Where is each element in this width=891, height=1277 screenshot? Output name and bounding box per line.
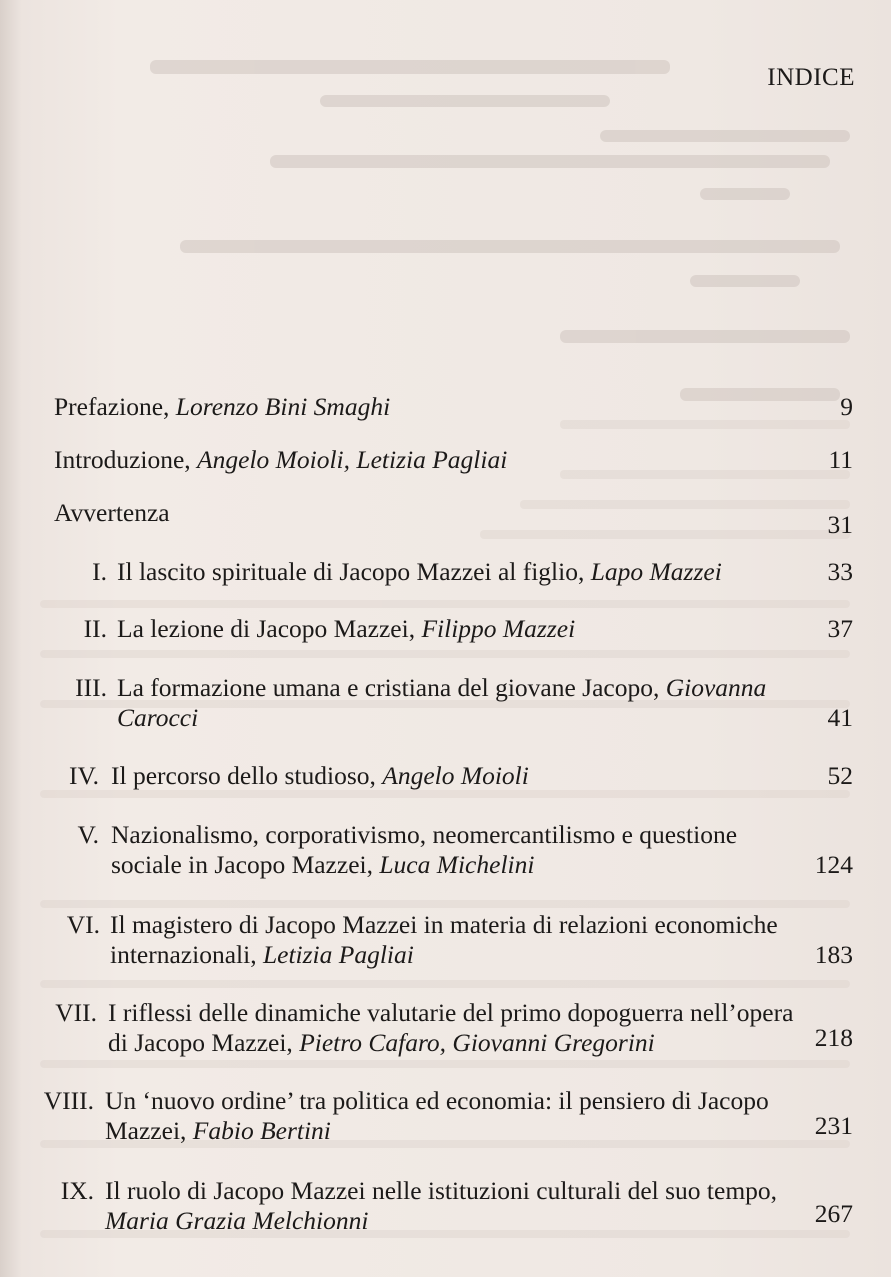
- entry-text: [117, 673, 785, 733]
- entry-title: Avvertenza: [54, 498, 170, 527]
- entry-author: Angelo Moioli: [382, 761, 529, 790]
- entry-title: Il magistero di Jacopo Mazzei in materia di relazioni economiche internazionali,: [110, 910, 778, 969]
- entry-title: Il lascito spirituale di Jacopo Mazzei al figlio,: [117, 557, 585, 586]
- entry-text: [111, 761, 751, 791]
- entry-author: Angelo Moioli, Letizia Pagliai: [197, 445, 508, 474]
- entry-title: La lezione di Jacopo Mazzei,: [117, 614, 416, 643]
- page-number: 231: [814, 1111, 853, 1140]
- page-number: 52: [827, 761, 853, 790]
- page-number: 33: [827, 557, 853, 586]
- chapter-number: I.: [92, 557, 107, 586]
- chapter-number: VIII.: [43, 1086, 94, 1115]
- entry-title: Introduzione,: [54, 445, 191, 474]
- entry-text: [54, 498, 454, 528]
- entry-title: Prefazione,: [54, 392, 170, 421]
- page-number: 11: [828, 445, 853, 474]
- page-title: INDICE: [767, 64, 855, 91]
- entry-title: Il percorso dello studioso,: [111, 761, 376, 790]
- chapter-number: VI.: [66, 910, 100, 939]
- chapter-number: III.: [75, 673, 107, 702]
- entry-author: Fabio Bertini: [192, 1116, 331, 1145]
- entry-title: Un ‘nuovo ordine’ tra politica ed economia: il pensiero di Jacopo Mazzei,: [105, 1086, 769, 1145]
- chapter-number: IX.: [60, 1176, 94, 1205]
- entry-text: [117, 614, 757, 644]
- entry-author: Pietro Cafaro, Giovanni Gregorini: [299, 1028, 655, 1057]
- entry-text: [117, 557, 757, 587]
- chapter-number: VII.: [55, 998, 97, 1027]
- entry-title: Il ruolo di Jacopo Mazzei nelle istituzioni culturali del suo tempo,: [105, 1176, 778, 1205]
- entry-text: [105, 1086, 783, 1146]
- page-number: 124: [814, 850, 853, 879]
- page-number: 267: [814, 1199, 853, 1228]
- page-number: 31: [827, 510, 853, 539]
- entry-author: Luca Michelini: [379, 850, 535, 879]
- entry-title: Nazionalismo, corporativismo, neomercantilismo e questione sociale in Jacopo Mazzei,: [111, 820, 738, 879]
- entry-text: [108, 998, 796, 1058]
- entry-author: Lorenzo Bini Smaghi: [175, 392, 391, 421]
- entry-title: I riflessi delle dinamiche valutarie del primo dopoguerra nell’opera di Jacopo Mazzei,: [108, 998, 794, 1057]
- chapter-number: IV.: [69, 761, 99, 790]
- entry-title: La formazione umana e cristiana del giovane Jacopo,: [117, 673, 660, 702]
- entry-text: [54, 392, 554, 422]
- entry-author: Letizia Pagliai: [262, 940, 414, 969]
- entry-author: Giovanna Carocci: [117, 673, 767, 732]
- page-number: 218: [814, 1023, 853, 1052]
- entry-text: [110, 910, 785, 970]
- entry-text: [105, 1176, 785, 1236]
- page-number: 9: [840, 392, 853, 421]
- page-number: 41: [827, 703, 853, 732]
- entry-author: Maria Grazia Melchionni: [105, 1206, 369, 1235]
- entry-text: [111, 820, 791, 880]
- page-number: 37: [827, 614, 853, 643]
- entry-text: [54, 445, 614, 475]
- entry-author: Lapo Mazzei: [590, 557, 722, 586]
- chapter-number: II.: [83, 614, 107, 643]
- entry-author: Filippo Mazzei: [421, 614, 576, 643]
- chapter-number: V.: [77, 820, 99, 849]
- page-number: 183: [814, 940, 853, 969]
